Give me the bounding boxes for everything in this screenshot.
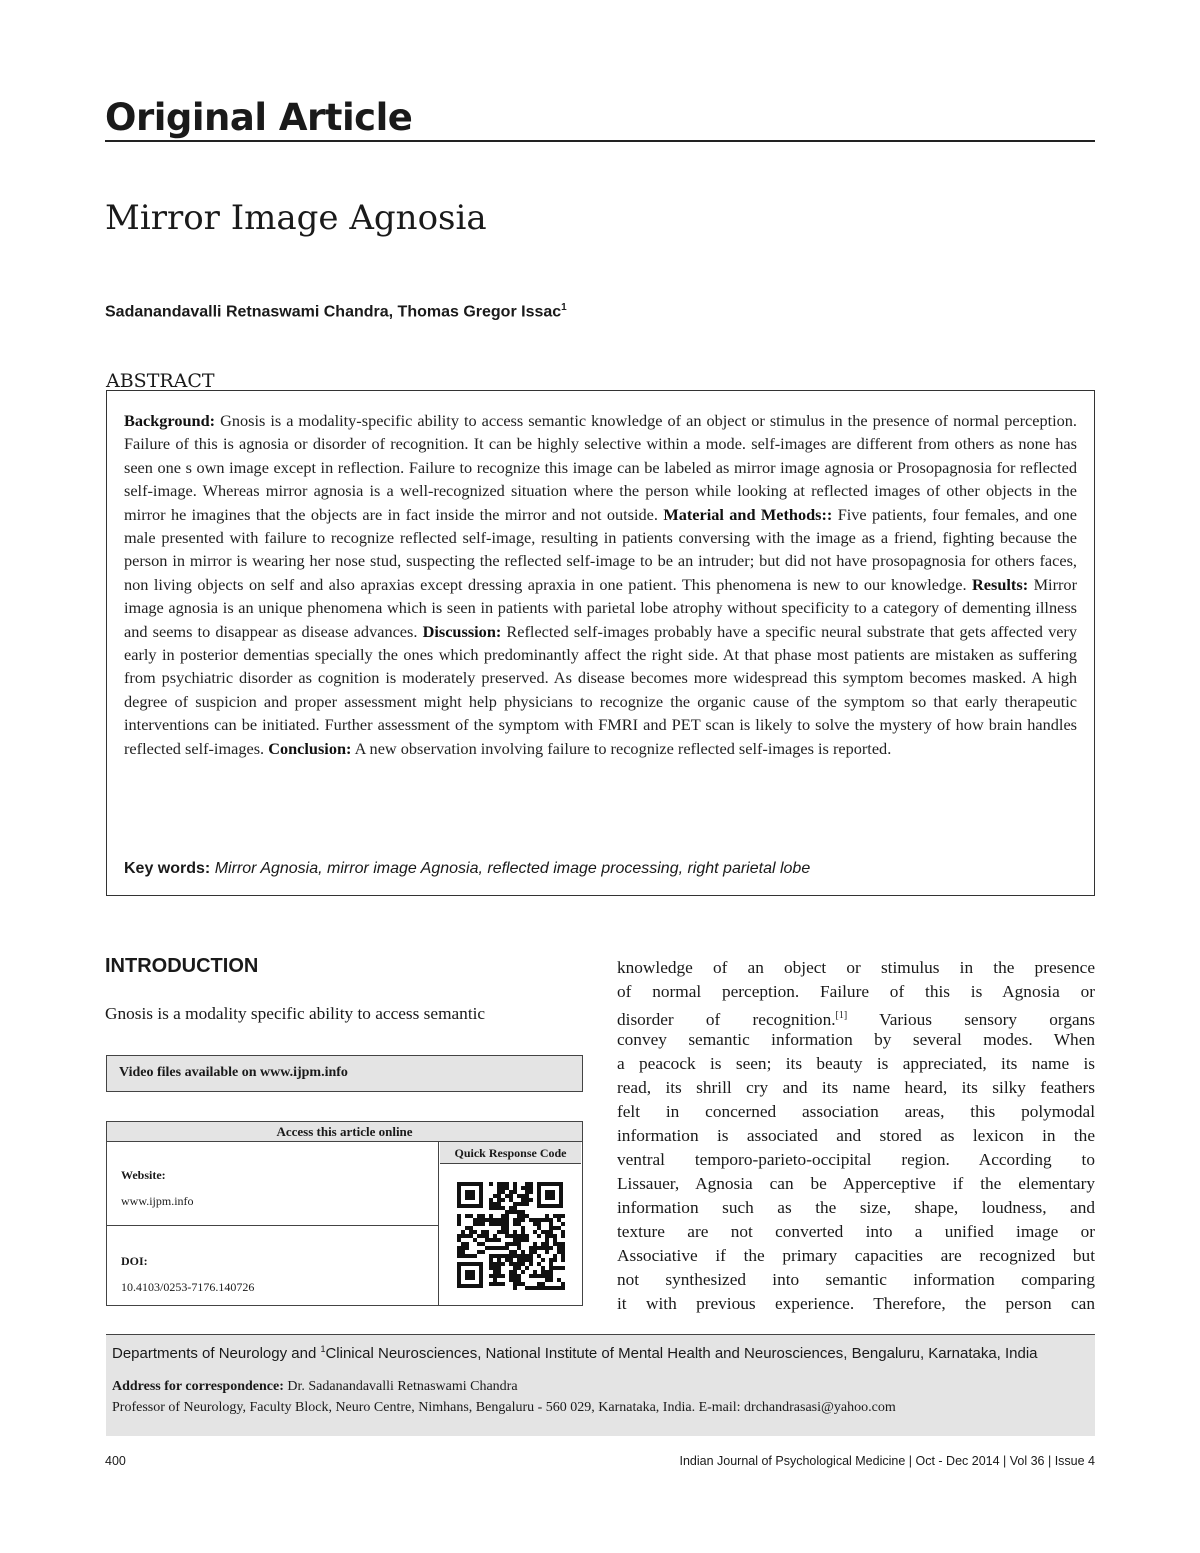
- discussion-text: Reflected self-images probably have a specific neural substrate that gets affected very early in posterior dementias specially the ones which predominantly affect the right side. At that phase most patients are mistaken as suffering from psychiatric disorder as cognition is moderately preserved. As disease becomes more widespread this symptom becomes masked. A high degree of suspicion and proper assessment might help physicians to recognize the organic cause of the symptom so that early therapeutic interventions can be initiated. Further assessment of the symptom with FMRI and PET scan is likely to solve the mystery of how brain handles reflected self-images.: [124, 621, 1077, 758]
- section-label: Original Article: [105, 96, 1095, 142]
- doi-label: DOI:: [121, 1254, 148, 1268]
- background-text: Gnosis is a modality-specific ability to access semantic knowledge of an object or stimulus in the presence of normal perception. Failure of this is agnosia or disorder of recognition. It can be highly selective within a mode. self-images are different from others as none has seen one s own image except in reflection. Failure to recognize this image can be labeled as mirror image agnosia or Prosopagnosia for reflected self-image. Whereas mirror agnosia is a well-recognized situation where the person while looking at reflected images of other objects in the mirror he imagines that the objects are in fact inside the mirror and not outside.: [124, 411, 1077, 524]
- doi-value[interactable]: 10.4103/0253-7176.140726: [121, 1280, 255, 1294]
- intro-line-end: Various sensory organs: [847, 1009, 1095, 1029]
- keywords-text: Mirror Agnosia, mirror image Agnosia, reflected image processing, right parietal lobe: [210, 860, 811, 877]
- intro-line: read, its shrill cry and its name heard, its silky feathers: [617, 1078, 1095, 1097]
- video-files-box: [106, 1055, 583, 1092]
- access-article-box: [106, 1121, 583, 1306]
- article-title: Mirror Image Agnosia: [105, 198, 487, 238]
- intro-line: convey semantic information by several modes. When: [617, 1030, 1095, 1049]
- video-files-text: Video files available on www.ijpm.info: [119, 1065, 348, 1080]
- journal-info: Indian Journal of Psychological Medicine | Oct - Dec 2014 | Vol 36 | Issue 4: [679, 1454, 1095, 1468]
- intro-line: felt in concerned association areas, this polymodal: [617, 1102, 1095, 1121]
- intro-line: not synthesized into semantic information comparing: [617, 1270, 1095, 1289]
- author-affiliation-mark: 1: [561, 302, 567, 313]
- affiliation-text: [112, 1339, 1085, 1364]
- access-heading: Access this article online: [107, 1122, 582, 1142]
- intro-line: a peacock is seen; its beauty is appreciated, its name is: [617, 1054, 1095, 1073]
- intro-line: knowledge of an object or stimulus in the presence: [617, 958, 1095, 977]
- results-text: Mirror image agnosia is an unique phenomena which is seen in patients with parietal lobe atrophy without specificity to a category of dementing illness and seems to disappear as disease advances.: [124, 574, 1077, 641]
- page-number: 400: [105, 1454, 126, 1468]
- keywords-label: Key words:: [124, 860, 211, 877]
- website-link[interactable]: www.ijpm.info: [121, 1194, 194, 1208]
- introduction-heading: INTRODUCTION: [105, 955, 259, 977]
- correspondence-label: Address for correspondence:: [112, 1379, 284, 1394]
- conclusion-label: Conclusion:: [268, 738, 352, 758]
- affiliation-box: [106, 1334, 1095, 1436]
- correspondence-line: [112, 1376, 1085, 1397]
- abstract-text: [124, 409, 1077, 760]
- website-label: Website:: [121, 1168, 166, 1182]
- correspondence-name: Dr. Sadanandavalli Retnaswami Chandra: [283, 1379, 518, 1394]
- citation[interactable]: [1]: [835, 1010, 848, 1021]
- intro-line: [617, 1004, 1095, 1028]
- intro-line: ventral temporo-parieto-occipital region. According to: [617, 1150, 1095, 1169]
- intro-line: Associative if the primary capacities are recognized but: [617, 1246, 1095, 1265]
- qr-code-icon[interactable]: [455, 1180, 565, 1295]
- affiliation-mark: 1: [320, 1344, 326, 1354]
- conclusion-text: A new observation involving failure to recognize reflected self-images is reported.: [351, 738, 892, 758]
- correspondence: [112, 1376, 1085, 1418]
- affiliation-post: Clinical Neurosciences, National Institute of Mental Health and Neurosciences, Bengaluru, Karnataka, India: [325, 1345, 1038, 1362]
- website-cell: [107, 1142, 438, 1226]
- background-label: Background:: [124, 411, 216, 430]
- intro-line: information such as the size, shape, loudness, and: [617, 1198, 1095, 1217]
- introduction-right-text: [617, 956, 1095, 1316]
- abstract-heading: ABSTRACT: [106, 370, 215, 392]
- keywords: [124, 858, 810, 880]
- authors: [105, 297, 567, 323]
- intro-line-start: disorder of recognition.: [617, 1009, 836, 1029]
- author-names: Sadanandavalli Retnaswami Chandra, Thomas Gregor Issac: [105, 303, 562, 321]
- abstract-box: [106, 390, 1095, 896]
- results-label: Results:: [972, 574, 1029, 594]
- intro-line: Lissauer, Agnosia can be Apperceptive if the elementary: [617, 1174, 1095, 1193]
- methods-label: Material and Methods::: [663, 504, 833, 524]
- affiliation-pre: Departments of Neurology and: [112, 1345, 321, 1362]
- qr-cell: [440, 1142, 581, 1305]
- doi-cell: [107, 1226, 438, 1300]
- intro-line: information is associated and stored as lexicon in the: [617, 1126, 1095, 1145]
- methods-text: Five patients, four females, and one male presented with failure to recognize reflected self-image, resulting in patients conversing with the image as a friend, fighting because the person in mirror is wearing her nose stud, suspecting the reflected self-image to be an intruder; but did not have prosopagnosia for others faces, non living objects on self and also apraxias except dressing apraxia in one patient. This phenomena is new to our knowledge.: [124, 504, 1077, 594]
- discussion-label: Discussion:: [422, 621, 502, 641]
- intro-line: texture are not converted into a unified image or: [617, 1222, 1095, 1241]
- intro-line: it with previous experience. Therefore, the person can: [617, 1294, 1095, 1313]
- introduction-left-text: Gnosis is a modality specific ability to access semantic: [105, 1004, 486, 1023]
- intro-line: of normal perception. Failure of this is Agnosia or: [617, 982, 1095, 1001]
- access-info: [107, 1142, 439, 1305]
- correspondence-address: Professor of Neurology, Faculty Block, Neuro Centre, Nimhans, Bengaluru - 560 029, Karnataka, India. E-mail: drchandrasasi@yahoo.com: [112, 1400, 896, 1415]
- qr-label: Quick Response Code: [440, 1142, 581, 1164]
